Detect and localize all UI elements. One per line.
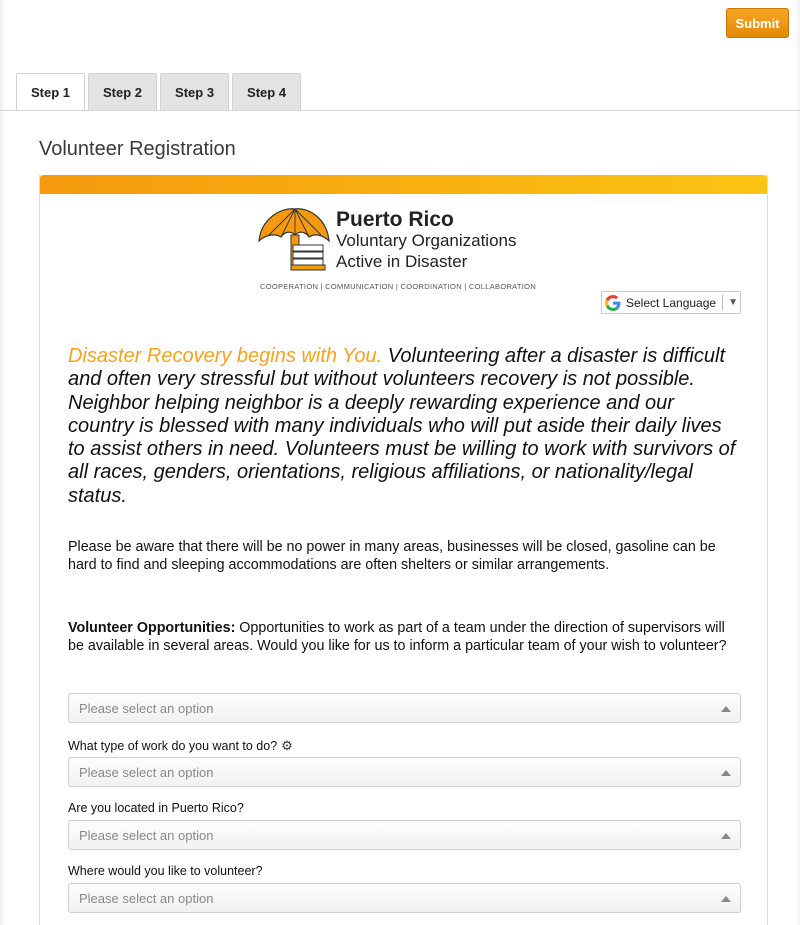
location-placeholder: Please select an option	[79, 827, 214, 843]
power-notice: Please be aware that there will be no power in many areas, businesses will be closed, gasoline can be hard to find and sleeping accommodations are often shelters or similar arrangements.	[68, 539, 716, 573]
intro-highlight: Disaster Recovery begins with You.	[68, 345, 383, 367]
location-select[interactable]	[68, 820, 741, 850]
volunteer-area-label: Where would you like to volunteer?	[68, 864, 263, 878]
card-header-bar	[40, 175, 767, 194]
tab-divider	[0, 110, 800, 111]
gear-icon[interactable]: ⚙	[281, 738, 293, 753]
work-type-placeholder: Please select an option	[79, 764, 214, 780]
logo-tagline: COOPERATION | COMMUNICATION | COORDINATION | COLLABORATION	[260, 282, 537, 291]
logo-line-2: Active in Disaster	[336, 252, 468, 271]
umbrella-logo-icon	[255, 205, 331, 273]
step-tabs	[16, 73, 301, 111]
tab-step-4[interactable]: Step 4	[232, 73, 301, 111]
language-selector[interactable]	[601, 291, 741, 314]
tab-step-2[interactable]: Step 2	[88, 73, 157, 111]
opportunities-text	[68, 620, 738, 655]
registration-card	[39, 175, 768, 925]
tab-step-1[interactable]: Step 1	[16, 73, 85, 111]
work-type-select[interactable]	[68, 757, 741, 787]
google-g-icon	[605, 295, 623, 311]
opportunities-body: Opportunities to work as part of a team under the direction of supervisors will be available in several areas. Would you like for us to inform a particular team of your wish to volunteer?	[68, 620, 727, 654]
volunteer-area-select[interactable]	[68, 883, 741, 913]
team-select[interactable]	[68, 693, 741, 723]
work-type-label	[68, 738, 293, 754]
team-select-placeholder: Please select an option	[79, 700, 214, 716]
location-label: Are you located in Puerto Rico?	[68, 801, 244, 815]
logo-line-1: Voluntary Organizations	[336, 231, 517, 250]
language-label: Select Language	[626, 295, 717, 310]
intro-text	[68, 345, 738, 508]
logo-title: Puerto Rico	[336, 208, 454, 231]
dropdown-arrow-icon: ▼	[728, 297, 738, 308]
opportunities-label: Volunteer Opportunities:	[68, 620, 236, 636]
language-divider	[722, 295, 723, 310]
tab-step-3[interactable]: Step 3	[160, 73, 229, 111]
work-type-label-text: What type of work do you want to do?	[68, 739, 278, 753]
volunteer-area-placeholder: Please select an option	[79, 890, 214, 906]
caret-up-icon	[721, 833, 731, 839]
prvoad-logo	[255, 205, 555, 295]
caret-up-icon	[721, 896, 731, 902]
submit-button[interactable]: Submit	[726, 8, 789, 38]
intro-body: Volunteering after a disaster is difficult and often very stressful but without volunteers recovery is not possible. Neighbor helping neighbor is a deeply rewarding experience and our country is blessed with many individuals who will put aside their daily lives to assist others in need. Volunteers must be willing to work with survivors of all races, genders, orientations, religious affiliations, or nationality/legal status.	[68, 345, 736, 507]
caret-up-icon	[721, 770, 731, 776]
page-title: Volunteer Registration	[39, 138, 236, 160]
caret-up-icon	[721, 706, 731, 712]
